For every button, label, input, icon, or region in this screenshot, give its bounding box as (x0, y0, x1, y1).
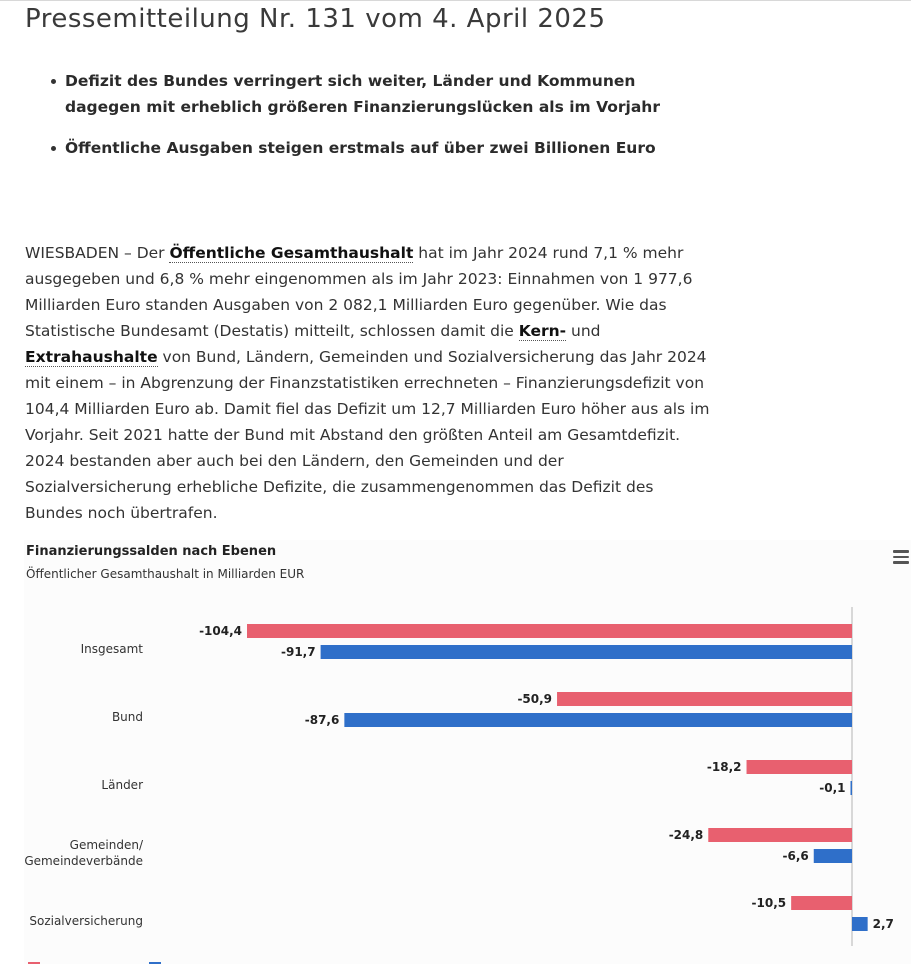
page-title: Pressemitteilung Nr. 131 vom 4. April 2025 (25, 4, 606, 34)
data-label: -91,7 (281, 645, 316, 659)
category-label: Länder (101, 778, 143, 792)
category-label: Gemeindeverbände (24, 854, 143, 868)
data-label: -6,6 (782, 849, 809, 863)
highlight-item (48, 135, 688, 161)
data-label: -50,9 (517, 692, 553, 706)
data-label: -0,1 (819, 781, 846, 795)
bar-series-a[interactable] (791, 896, 852, 910)
highlights-list (48, 68, 688, 176)
glossary-link-gesamthaushalt[interactable]: Öffentliche Gesamthaushalt (169, 244, 414, 262)
data-label: -104,4 (199, 624, 242, 638)
highlight-text: Defizit des Bundes verringert sich weiter, Länder und Kommunen dagegen mit erheblich größeren Finanzierungslücken als im Vorjahr (65, 72, 660, 116)
glossary-link-kernhaushalte[interactable]: Kern- (518, 322, 567, 340)
body-paragraph (25, 240, 715, 526)
bar-series-a[interactable] (747, 760, 852, 774)
glossary-link-extrahaushalte[interactable]: Extrahaushalte (25, 348, 158, 366)
body-text-segment: und (566, 322, 601, 340)
data-label: -24,8 (668, 828, 704, 842)
highlight-item (48, 68, 688, 120)
bar-series-b[interactable] (321, 645, 852, 659)
top-border (0, 0, 911, 1)
chart-subtitle: Öffentlicher Gesamthaushalt in Milliarden EUR (26, 567, 305, 581)
category-label: Insgesamt (80, 642, 143, 656)
bullet-icon (51, 79, 56, 84)
body-text-segment: WIESBADEN – Der (25, 244, 170, 262)
body-text-segment: hat im Jahr 2024 rund 7,1 % mehr ausgegeben und 6,8 % mehr eingenommen als im Jahr 2023: Einnahmen von 1 977,6 Milliarden Euro standen Ausgaben von 2 082,1 Milliarden Euro gegenüber. Wie das Statistische Bundesamt (Destatis) mitteilt, schlossen damit die (25, 244, 693, 340)
bullet-icon (51, 146, 56, 151)
bar-series-a[interactable] (708, 828, 852, 842)
chart-title: Finanzierungssalden nach Ebenen (26, 544, 277, 559)
category-label: Gemeinden/ (69, 838, 143, 852)
data-label: -10,5 (751, 896, 787, 910)
category-label: Bund (111, 710, 143, 724)
bar-series-a[interactable] (247, 624, 852, 638)
highlight-text: Öffentliche Ausgaben steigen erstmals auf über zwei Billionen Euro (65, 139, 656, 157)
chart-container (24, 540, 911, 964)
chart-plot (24, 540, 911, 964)
data-label: -87,6 (304, 713, 340, 727)
bar-series-a[interactable] (557, 692, 852, 706)
data-label: 2,7 (872, 917, 894, 931)
bar-series-b[interactable] (851, 781, 853, 795)
bar-series-b[interactable] (814, 849, 852, 863)
body-text-segment: von Bund, Ländern, Gemeinden und Sozialversicherung das Jahr 2024 mit einem – in Abgrenzung der Finanzstatistiken errechneten – Finanzierungsdefizit von 104,4 Milliarden Euro ab. Damit fiel das Defizit um 12,7 Milliarden Euro höher aus als im Vorjahr. Seit 2021 hatte der Bund mit Abstand den größten Anteil am Gesamtdefizit. 2024 bestanden aber auch bei den Ländern, den Gemeinden und der Sozialversicherung erhebliche Defizite, die zusammengenommen das Defizit des Bundes noch übertrafen. (25, 348, 710, 522)
category-label: Sozialversicherung (29, 914, 143, 928)
bar-series-b[interactable] (852, 917, 868, 931)
data-label: -18,2 (706, 760, 742, 774)
bar-series-b[interactable] (344, 713, 852, 727)
